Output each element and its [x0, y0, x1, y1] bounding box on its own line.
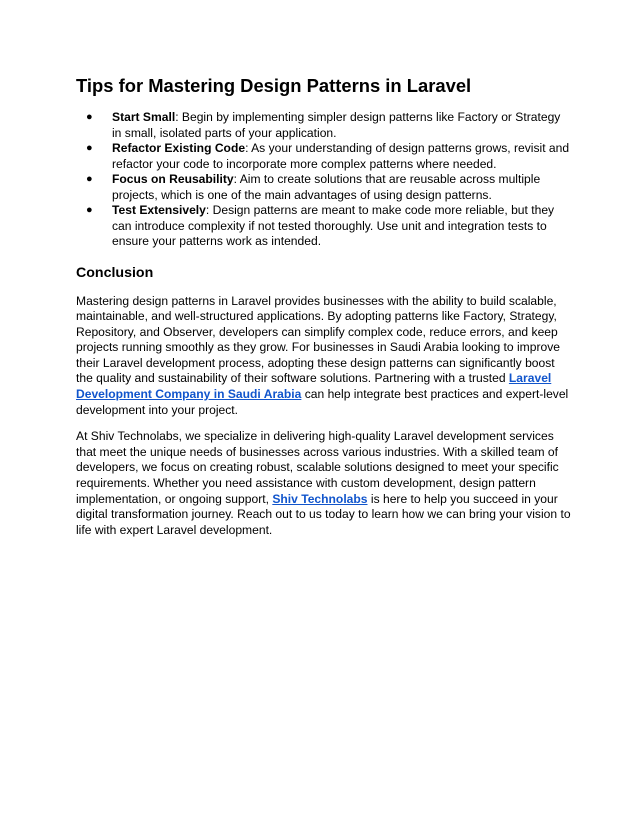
tip-item-test: [76, 203, 572, 250]
tip-item-refactor: [76, 141, 572, 172]
conclusion-paragraph-2: [76, 429, 572, 538]
tip-item-reusability: [76, 172, 572, 203]
bullet-icon: ●: [86, 204, 93, 216]
document-page: [76, 74, 572, 538]
tip-text: : Design patterns are meant to make code more reliable, but they can introduce complexity if not tested thoroughly. Use unit and integration tests to ensure your patterns work as intended.: [112, 203, 555, 248]
page-title: Tips for Mastering Design Patterns in Laravel: [76, 75, 472, 96]
tip-text: : As your understanding of design patterns grows, revisit and refactor your code to incorporate more complex patterns where needed.: [112, 141, 570, 171]
tip-label: Start Small: [112, 110, 176, 124]
tip-item-start-small: [76, 110, 572, 141]
paragraph-text: can help integrate best practices and expert-level development into your project.: [76, 387, 569, 417]
bullet-icon: ●: [86, 173, 93, 185]
conclusion-heading: Conclusion: [76, 264, 154, 281]
tip-text: : Aim to create solutions that are reusable across multiple projects, which is one of the main advantages of using design patterns.: [112, 172, 541, 202]
tip-label: Refactor Existing Code: [112, 141, 246, 155]
bullet-icon: ●: [86, 142, 93, 154]
tips-list: [76, 110, 572, 250]
bullet-icon: ●: [86, 111, 93, 123]
tip-label: Test Extensively: [112, 203, 206, 217]
paragraph-text: At Shiv Technolabs, we specialize in delivering high-quality Laravel development services that meet the unique needs of businesses across various industries. With a skilled team of developers, we focus on creating robust, scalable solutions designed to meet your specific requirements. Whether you need assistance with custom development, design pattern implementation, or ongoing support,: [76, 429, 559, 506]
paragraph-text: Mastering design patterns in Laravel provides businesses with the ability to build scalable, maintainable, and well-structured applications. By adopting patterns like Factory, Strategy, Repository, and Observer, developers can simplify complex code, reduce errors, and keep projects running smoothly as they grow. For businesses in Saudi Arabia looking to improve their Laravel development process, adopting these design patterns can significantly boost the quality and sustainability of their software solutions. Partnering with a trusted: [76, 293, 561, 386]
paragraph-text: is here to help you succeed in your digital transformation journey. Reach out to us today to learn how we can bring your vision to life with expert Laravel development.: [76, 491, 571, 537]
conclusion-paragraph-1: [76, 294, 572, 419]
tip-text: : Begin by implementing simpler design patterns like Factory or Strategy in small, isolated parts of your application.: [112, 110, 561, 140]
tip-label: Focus on Reusability: [112, 172, 234, 186]
laravel-development-company-link[interactable]: Laravel Development Company in Saudi Arabia: [76, 371, 552, 402]
shiv-technolabs-link[interactable]: Shiv Technolabs: [272, 491, 368, 506]
